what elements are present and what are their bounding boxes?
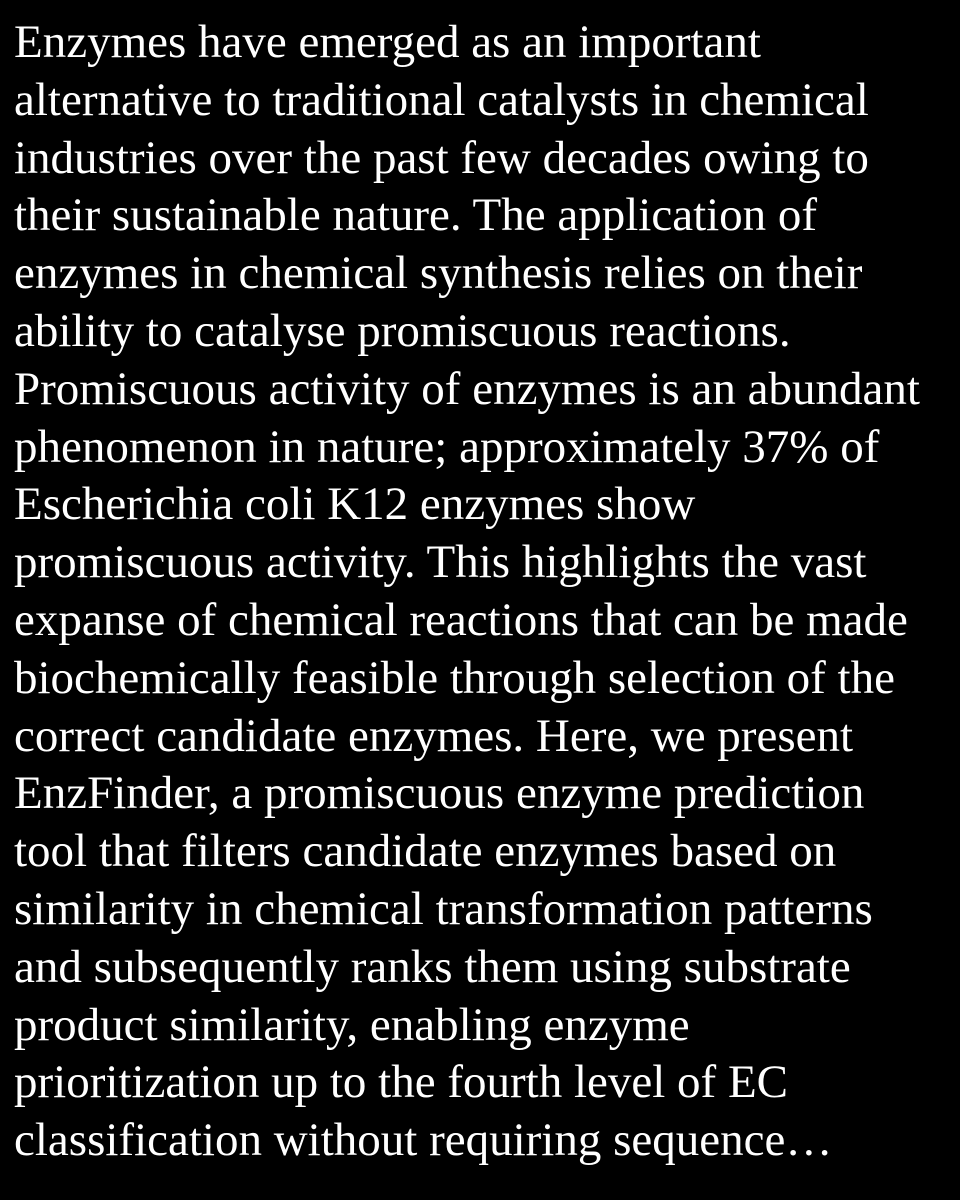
text-line-9: Escherichia coli K12 enzymes show [14,478,696,531]
text-line-11: expanse of chemical reactions that can be made [14,593,908,646]
text-line-15: tool that filters candidate enzymes based on [14,825,837,878]
text-line-4: their sustainable nature. The application of [14,189,818,242]
text-line-7: Promiscuous activity of enzymes is an abundant [14,362,920,415]
text-line-6: ability to catalyse promiscuous reactions. [14,304,791,357]
text-line-13: correct candidate enzymes. Here, we present [14,709,854,762]
text-line-10: promiscuous activity. This highlights the vast [14,536,867,589]
text-line-14: EnzFinder, a promiscuous enzyme prediction [14,767,865,820]
text-line-12: biochemically feasible through selection of the [14,651,895,704]
text-line-19: prioritization up to the fourth level of EC [14,1056,789,1109]
text-line-20: classification without requiring sequence… [14,1114,833,1167]
text-line-3: industries over the past few decades owing to [14,131,869,184]
text-line-17: and subsequently ranks them using substrate [14,940,851,993]
text-line-5: enzymes in chemical synthesis relies on their [14,247,863,300]
text-line-2: alternative to traditional catalysts in chemical [14,73,869,126]
text-line-16: similarity in chemical transformation patterns [14,882,873,935]
text-line-1: Enzymes have emerged as an important [14,16,761,68]
abstract-text [14,14,954,1170]
text-line-8: phenomenon in nature; approximately 37% of [14,420,880,473]
text-line-18: product similarity, enabling enzyme [14,998,690,1051]
